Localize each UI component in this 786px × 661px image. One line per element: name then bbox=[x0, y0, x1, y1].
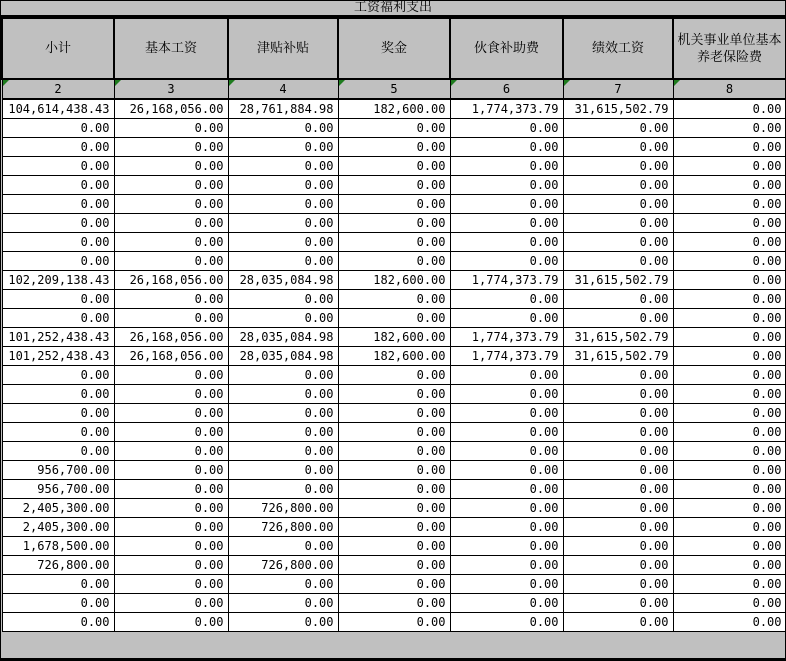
cell[interactable]: 0.00 bbox=[450, 517, 563, 536]
cell[interactable]: 0.00 bbox=[673, 517, 786, 536]
cell[interactable]: 0.00 bbox=[228, 232, 338, 251]
table-row bbox=[2, 175, 786, 194]
cell[interactable]: 0.00 bbox=[114, 175, 228, 194]
cell[interactable]: 0.00 bbox=[673, 137, 786, 156]
cell[interactable]: 0.00 bbox=[563, 460, 673, 479]
table-row bbox=[2, 194, 786, 213]
cell[interactable]: 0.00 bbox=[563, 175, 673, 194]
error-indicator-triangle-icon bbox=[3, 80, 9, 86]
cell[interactable]: 0.00 bbox=[450, 384, 563, 403]
table-row bbox=[2, 422, 786, 441]
cell[interactable]: 0.00 bbox=[673, 612, 786, 631]
cell[interactable]: 726,800.00 bbox=[2, 555, 114, 574]
table-row bbox=[2, 346, 786, 365]
cell[interactable]: 0.00 bbox=[338, 517, 450, 536]
cell[interactable]: 0.00 bbox=[114, 574, 228, 593]
cell[interactable]: 26,168,056.00 bbox=[114, 346, 228, 365]
cell[interactable]: 0.00 bbox=[563, 574, 673, 593]
cell[interactable]: 0.00 bbox=[563, 289, 673, 308]
table-row bbox=[2, 270, 786, 289]
sheet-title[interactable] bbox=[1, 1, 785, 17]
cell[interactable]: 0.00 bbox=[563, 422, 673, 441]
cell[interactable]: 0.00 bbox=[450, 194, 563, 213]
cell[interactable]: 0.00 bbox=[673, 498, 786, 517]
cell[interactable]: 0.00 bbox=[563, 118, 673, 137]
cell[interactable]: 26,168,056.00 bbox=[114, 327, 228, 346]
column-number: 2 bbox=[54, 82, 62, 96]
cell[interactable]: 0.00 bbox=[563, 232, 673, 251]
table-row bbox=[2, 365, 786, 384]
cell[interactable]: 0.00 bbox=[563, 403, 673, 422]
column-number-cell[interactable] bbox=[338, 79, 450, 99]
table-row bbox=[2, 156, 786, 175]
cell[interactable]: 0.00 bbox=[673, 536, 786, 555]
cell[interactable]: 1,774,373.79 bbox=[450, 270, 563, 289]
cell[interactable]: 0.00 bbox=[450, 422, 563, 441]
table-row bbox=[2, 213, 786, 232]
number-row bbox=[2, 79, 786, 99]
cell[interactable]: 0.00 bbox=[450, 555, 563, 574]
column-number: 7 bbox=[614, 82, 622, 96]
table-row bbox=[2, 479, 786, 498]
column-number: 3 bbox=[167, 82, 175, 96]
cell[interactable]: 0.00 bbox=[114, 460, 228, 479]
cell[interactable]: 0.00 bbox=[450, 593, 563, 612]
cell[interactable]: 0.00 bbox=[228, 479, 338, 498]
cell[interactable]: 0.00 bbox=[673, 232, 786, 251]
cell[interactable]: 0.00 bbox=[673, 460, 786, 479]
cell[interactable]: 0.00 bbox=[228, 289, 338, 308]
cell[interactable]: 0.00 bbox=[228, 593, 338, 612]
table-row bbox=[2, 99, 786, 118]
cell[interactable]: 28,035,084.98 bbox=[228, 346, 338, 365]
table-row bbox=[2, 118, 786, 137]
cell[interactable]: 0.00 bbox=[114, 441, 228, 460]
cell[interactable]: 0.00 bbox=[114, 593, 228, 612]
cell[interactable]: 0.00 bbox=[114, 137, 228, 156]
cell[interactable]: 0.00 bbox=[338, 175, 450, 194]
cell[interactable]: 0.00 bbox=[338, 441, 450, 460]
cell[interactable]: 1,774,373.79 bbox=[450, 327, 563, 346]
table-row bbox=[2, 289, 786, 308]
table-row bbox=[2, 593, 786, 612]
cell[interactable]: 0.00 bbox=[338, 194, 450, 213]
table-row bbox=[2, 517, 786, 536]
cell[interactable]: 28,761,884.98 bbox=[228, 99, 338, 118]
cell[interactable]: 0.00 bbox=[563, 251, 673, 270]
cell[interactable]: 0.00 bbox=[114, 308, 228, 327]
cell[interactable]: 28,035,084.98 bbox=[228, 270, 338, 289]
cell[interactable]: 0.00 bbox=[338, 612, 450, 631]
error-indicator-triangle-icon bbox=[564, 80, 570, 86]
table-row bbox=[2, 460, 786, 479]
cell[interactable]: 0.00 bbox=[563, 555, 673, 574]
cell[interactable]: 0.00 bbox=[114, 422, 228, 441]
column-header[interactable]: 津贴补贴 bbox=[228, 18, 338, 79]
cell[interactable]: 0.00 bbox=[228, 441, 338, 460]
cell[interactable]: 0.00 bbox=[228, 137, 338, 156]
error-indicator-triangle-icon bbox=[115, 80, 121, 86]
column-number: 8 bbox=[725, 82, 734, 96]
cell[interactable]: 0.00 bbox=[450, 441, 563, 460]
cell[interactable]: 0.00 bbox=[563, 517, 673, 536]
cell[interactable]: 0.00 bbox=[2, 194, 114, 213]
cell[interactable]: 0.00 bbox=[673, 270, 786, 289]
cell[interactable]: 0.00 bbox=[2, 574, 114, 593]
cell[interactable]: 0.00 bbox=[228, 460, 338, 479]
cell[interactable]: 0.00 bbox=[563, 213, 673, 232]
cell[interactable]: 0.00 bbox=[450, 137, 563, 156]
cell[interactable]: 0.00 bbox=[338, 574, 450, 593]
cell[interactable]: 0.00 bbox=[338, 555, 450, 574]
header-row bbox=[2, 18, 786, 79]
column-number-cell[interactable] bbox=[228, 79, 338, 99]
cell[interactable]: 726,800.00 bbox=[228, 498, 338, 517]
cell[interactable]: 0.00 bbox=[450, 479, 563, 498]
cell[interactable]: 0.00 bbox=[673, 289, 786, 308]
error-indicator-triangle-icon bbox=[674, 80, 680, 86]
cell[interactable]: 0.00 bbox=[673, 99, 786, 118]
cell[interactable]: 0.00 bbox=[228, 213, 338, 232]
cell[interactable]: 0.00 bbox=[563, 156, 673, 175]
cell[interactable]: 0.00 bbox=[450, 175, 563, 194]
cell[interactable]: 0.00 bbox=[338, 593, 450, 612]
data-body bbox=[2, 99, 786, 631]
cell[interactable]: 0.00 bbox=[450, 536, 563, 555]
cell[interactable]: 0.00 bbox=[114, 232, 228, 251]
column-number-cell[interactable] bbox=[2, 79, 114, 99]
cell[interactable]: 0.00 bbox=[338, 498, 450, 517]
cell[interactable]: 0.00 bbox=[563, 536, 673, 555]
cell[interactable]: 0.00 bbox=[2, 384, 114, 403]
cell[interactable]: 0.00 bbox=[673, 479, 786, 498]
table-row bbox=[2, 251, 786, 270]
cell[interactable]: 0.00 bbox=[673, 118, 786, 137]
error-indicator-triangle-icon bbox=[339, 80, 345, 86]
cell[interactable]: 0.00 bbox=[2, 365, 114, 384]
cell[interactable]: 0.00 bbox=[2, 175, 114, 194]
cell[interactable]: 0.00 bbox=[673, 555, 786, 574]
cell[interactable]: 0.00 bbox=[450, 251, 563, 270]
cell[interactable]: 0.00 bbox=[114, 251, 228, 270]
cell[interactable]: 0.00 bbox=[228, 384, 338, 403]
cell[interactable]: 0.00 bbox=[338, 289, 450, 308]
cell[interactable]: 0.00 bbox=[673, 441, 786, 460]
cell[interactable]: 956,700.00 bbox=[2, 460, 114, 479]
cell[interactable]: 1,774,373.79 bbox=[450, 346, 563, 365]
cell[interactable]: 0.00 bbox=[673, 213, 786, 232]
cell[interactable]: 31,615,502.79 bbox=[563, 327, 673, 346]
cell[interactable]: 0.00 bbox=[228, 251, 338, 270]
cell[interactable]: 0.00 bbox=[228, 118, 338, 137]
cell[interactable]: 0.00 bbox=[114, 403, 228, 422]
table-row bbox=[2, 327, 786, 346]
cell[interactable]: 182,600.00 bbox=[338, 270, 450, 289]
cell[interactable]: 0.00 bbox=[338, 137, 450, 156]
cell[interactable]: 0.00 bbox=[338, 403, 450, 422]
cell[interactable]: 726,800.00 bbox=[228, 517, 338, 536]
cell[interactable]: 726,800.00 bbox=[228, 555, 338, 574]
cell[interactable]: 0.00 bbox=[450, 232, 563, 251]
cell[interactable]: 0.00 bbox=[2, 232, 114, 251]
column-number: 4 bbox=[279, 82, 287, 96]
cell[interactable]: 0.00 bbox=[673, 194, 786, 213]
cell[interactable]: 1,678,500.00 bbox=[2, 536, 114, 555]
cell[interactable]: 0.00 bbox=[228, 536, 338, 555]
cell[interactable]: 0.00 bbox=[2, 422, 114, 441]
cell[interactable]: 0.00 bbox=[2, 251, 114, 270]
column-number: 6 bbox=[502, 82, 511, 96]
cell[interactable]: 31,615,502.79 bbox=[563, 270, 673, 289]
cell[interactable]: 0.00 bbox=[228, 175, 338, 194]
cell[interactable]: 0.00 bbox=[563, 365, 673, 384]
cell[interactable]: 0.00 bbox=[563, 194, 673, 213]
cell[interactable]: 0.00 bbox=[114, 536, 228, 555]
cell[interactable]: 0.00 bbox=[450, 289, 563, 308]
sheet-title-text: 工资福利支出 bbox=[353, 0, 432, 15]
cell[interactable]: 2,405,300.00 bbox=[2, 498, 114, 517]
table-row bbox=[2, 403, 786, 422]
cell[interactable]: 0.00 bbox=[563, 384, 673, 403]
cell[interactable]: 0.00 bbox=[228, 574, 338, 593]
table-row bbox=[2, 308, 786, 327]
column-header[interactable]: 绩效工资 bbox=[563, 18, 673, 79]
cell[interactable]: 0.00 bbox=[228, 612, 338, 631]
cell[interactable]: 0.00 bbox=[673, 384, 786, 403]
cell[interactable]: 26,168,056.00 bbox=[114, 270, 228, 289]
cell[interactable]: 0.00 bbox=[563, 308, 673, 327]
column-header[interactable]: 基本工资 bbox=[114, 18, 228, 79]
cell[interactable]: 0.00 bbox=[2, 403, 114, 422]
column-number-cell[interactable] bbox=[114, 79, 228, 99]
cell[interactable]: 0.00 bbox=[673, 422, 786, 441]
cell[interactable]: 0.00 bbox=[338, 384, 450, 403]
cell[interactable]: 0.00 bbox=[450, 612, 563, 631]
cell[interactable]: 101,252,438.43 bbox=[2, 327, 114, 346]
error-indicator-triangle-icon bbox=[451, 80, 457, 86]
table-row bbox=[2, 555, 786, 574]
cell[interactable]: 956,700.00 bbox=[2, 479, 114, 498]
table-row bbox=[2, 536, 786, 555]
column-header[interactable]: 小计 bbox=[2, 18, 114, 79]
cell[interactable]: 1,774,373.79 bbox=[450, 99, 563, 118]
column-number: 5 bbox=[390, 82, 398, 96]
cell[interactable]: 28,035,084.98 bbox=[228, 327, 338, 346]
cell[interactable]: 0.00 bbox=[450, 118, 563, 137]
cell[interactable]: 0.00 bbox=[2, 156, 114, 175]
cell[interactable]: 0.00 bbox=[2, 118, 114, 137]
cell[interactable]: 0.00 bbox=[450, 365, 563, 384]
cell[interactable]: 102,209,138.43 bbox=[2, 270, 114, 289]
cell[interactable]: 0.00 bbox=[114, 156, 228, 175]
table-row bbox=[2, 137, 786, 156]
cell[interactable]: 0.00 bbox=[673, 175, 786, 194]
cell[interactable]: 0.00 bbox=[228, 422, 338, 441]
cell[interactable]: 0.00 bbox=[338, 536, 450, 555]
cell[interactable]: 104,614,438.43 bbox=[2, 99, 114, 118]
cell[interactable]: 0.00 bbox=[673, 327, 786, 346]
table-row bbox=[2, 612, 786, 631]
cell[interactable]: 0.00 bbox=[450, 156, 563, 175]
cell[interactable]: 0.00 bbox=[2, 441, 114, 460]
cell[interactable]: 0.00 bbox=[338, 213, 450, 232]
cell[interactable]: 0.00 bbox=[673, 593, 786, 612]
cell[interactable]: 0.00 bbox=[114, 194, 228, 213]
cell[interactable]: 0.00 bbox=[114, 213, 228, 232]
cell[interactable]: 0.00 bbox=[673, 403, 786, 422]
cell[interactable]: 0.00 bbox=[114, 517, 228, 536]
cell[interactable]: 0.00 bbox=[563, 593, 673, 612]
column-number-cell[interactable] bbox=[673, 79, 786, 99]
cell[interactable]: 0.00 bbox=[673, 251, 786, 270]
cell[interactable]: 0.00 bbox=[114, 479, 228, 498]
cell[interactable]: 0.00 bbox=[2, 137, 114, 156]
column-header[interactable]: 奖金 bbox=[338, 18, 450, 79]
cell[interactable]: 0.00 bbox=[450, 574, 563, 593]
cell[interactable]: 0.00 bbox=[114, 365, 228, 384]
cell[interactable]: 0.00 bbox=[563, 479, 673, 498]
cell[interactable]: 31,615,502.79 bbox=[563, 99, 673, 118]
cell[interactable]: 0.00 bbox=[114, 612, 228, 631]
table-row bbox=[2, 498, 786, 517]
cell[interactable]: 0.00 bbox=[114, 289, 228, 308]
cell[interactable]: 0.00 bbox=[563, 441, 673, 460]
column-header[interactable]: 伙食补助费 bbox=[450, 18, 563, 79]
cell[interactable]: 0.00 bbox=[2, 213, 114, 232]
cell[interactable]: 0.00 bbox=[450, 308, 563, 327]
cell[interactable]: 0.00 bbox=[673, 365, 786, 384]
cell[interactable]: 0.00 bbox=[450, 498, 563, 517]
cell[interactable]: 0.00 bbox=[114, 555, 228, 574]
table-row bbox=[2, 441, 786, 460]
data-table bbox=[1, 17, 786, 632]
cell[interactable]: 0.00 bbox=[673, 308, 786, 327]
cell[interactable]: 0.00 bbox=[450, 460, 563, 479]
table-row bbox=[2, 232, 786, 251]
error-indicator-triangle-icon bbox=[229, 80, 235, 86]
cell[interactable]: 0.00 bbox=[114, 384, 228, 403]
cell[interactable]: 0.00 bbox=[2, 308, 114, 327]
cell[interactable]: 0.00 bbox=[2, 593, 114, 612]
column-header[interactable]: 机关事业单位基本养老保险费 bbox=[673, 18, 786, 79]
cell[interactable]: 2,405,300.00 bbox=[2, 517, 114, 536]
cell[interactable]: 0.00 bbox=[450, 213, 563, 232]
column-number-cell[interactable] bbox=[563, 79, 673, 99]
cell[interactable]: 0.00 bbox=[673, 574, 786, 593]
cell[interactable]: 0.00 bbox=[228, 156, 338, 175]
cell[interactable]: 0.00 bbox=[338, 460, 450, 479]
cell[interactable]: 0.00 bbox=[673, 156, 786, 175]
cell[interactable]: 0.00 bbox=[114, 498, 228, 517]
cell[interactable]: 0.00 bbox=[563, 137, 673, 156]
cell[interactable]: 0.00 bbox=[2, 612, 114, 631]
cell[interactable]: 0.00 bbox=[338, 251, 450, 270]
table-row bbox=[2, 574, 786, 593]
cell[interactable]: 0.00 bbox=[228, 365, 338, 384]
cell[interactable]: 0.00 bbox=[338, 422, 450, 441]
cell[interactable]: 0.00 bbox=[2, 289, 114, 308]
cell[interactable]: 0.00 bbox=[450, 403, 563, 422]
cell[interactable]: 0.00 bbox=[338, 308, 450, 327]
cell[interactable]: 182,600.00 bbox=[338, 327, 450, 346]
cell[interactable]: 0.00 bbox=[563, 612, 673, 631]
cell[interactable]: 0.00 bbox=[228, 194, 338, 213]
cell[interactable]: 182,600.00 bbox=[338, 346, 450, 365]
cell[interactable]: 0.00 bbox=[338, 479, 450, 498]
cell[interactable]: 0.00 bbox=[228, 403, 338, 422]
cell[interactable]: 182,600.00 bbox=[338, 99, 450, 118]
column-number-cell[interactable] bbox=[450, 79, 563, 99]
cell[interactable]: 0.00 bbox=[114, 118, 228, 137]
cell[interactable]: 0.00 bbox=[338, 232, 450, 251]
cell[interactable]: 0.00 bbox=[563, 498, 673, 517]
cell[interactable]: 0.00 bbox=[338, 365, 450, 384]
table-row bbox=[2, 384, 786, 403]
cell[interactable]: 0.00 bbox=[338, 118, 450, 137]
cell[interactable]: 0.00 bbox=[673, 346, 786, 365]
cell[interactable]: 26,168,056.00 bbox=[114, 99, 228, 118]
cell[interactable]: 0.00 bbox=[338, 156, 450, 175]
cell[interactable]: 0.00 bbox=[228, 308, 338, 327]
cell[interactable]: 31,615,502.79 bbox=[563, 346, 673, 365]
cell[interactable]: 101,252,438.43 bbox=[2, 346, 114, 365]
